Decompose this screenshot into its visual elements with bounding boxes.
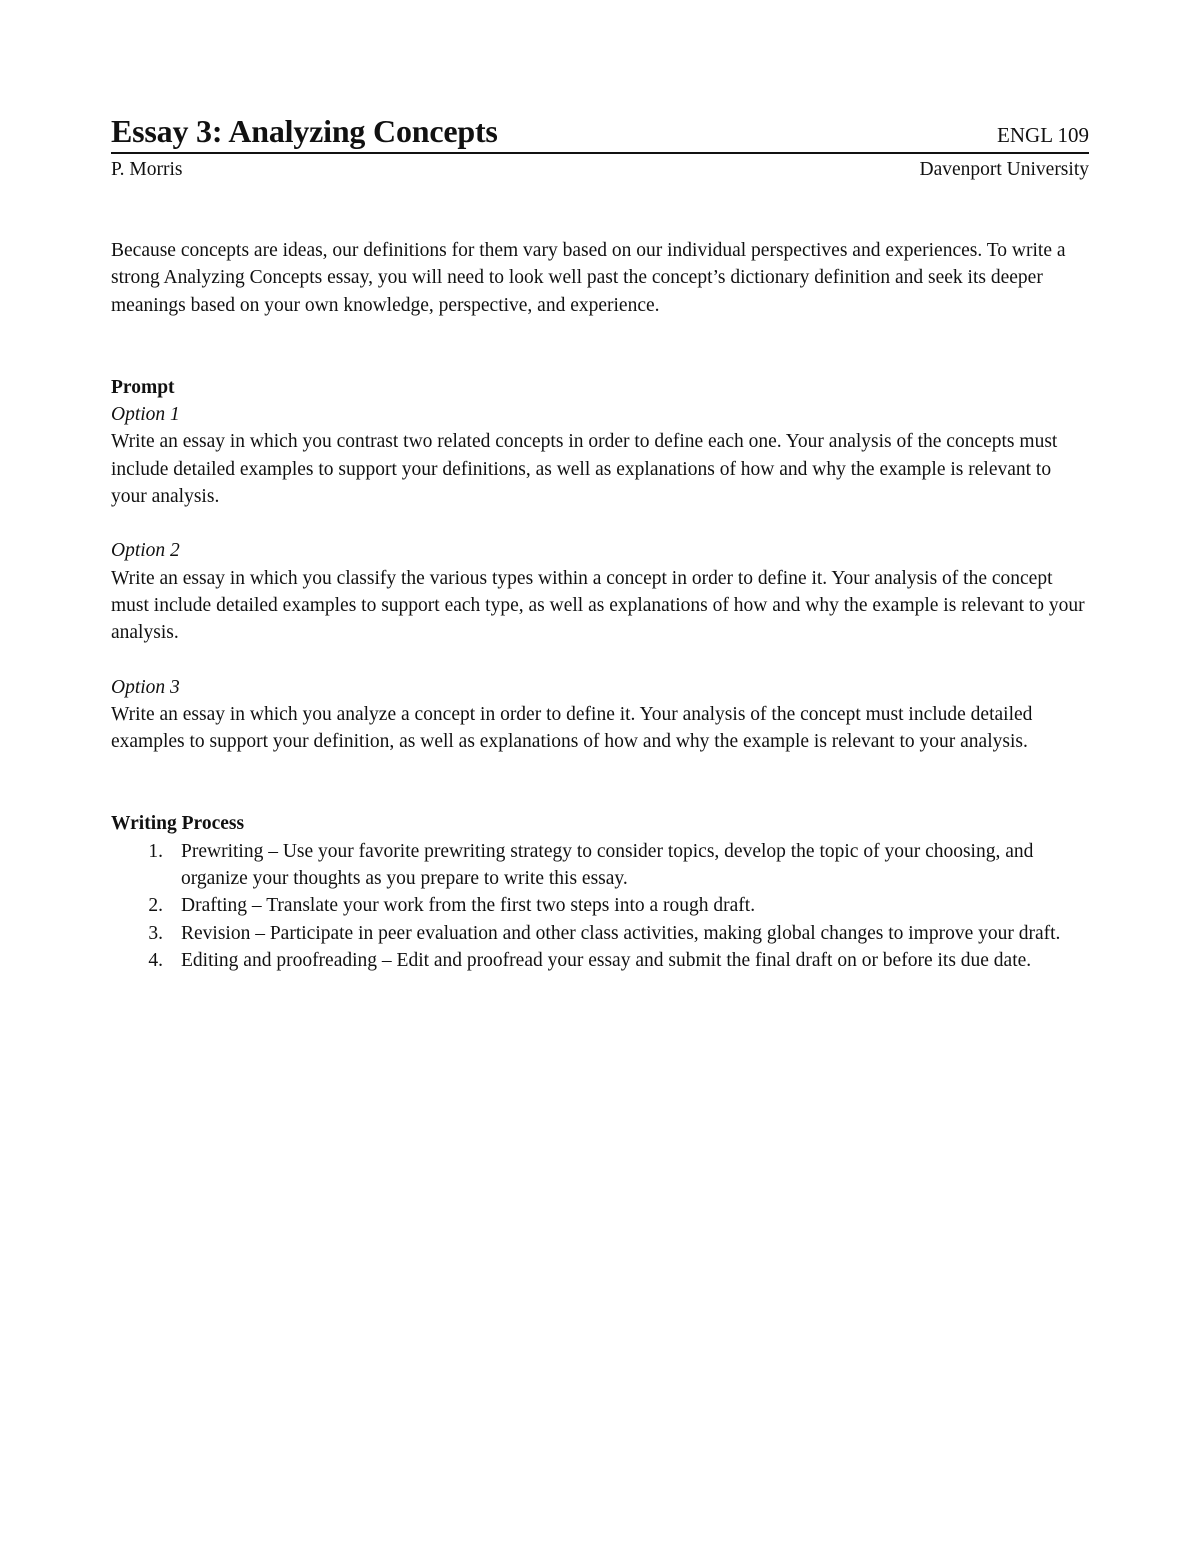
step-number: 1. xyxy=(148,840,163,862)
option-3 xyxy=(111,674,1089,756)
option-2 xyxy=(111,537,1089,646)
document-page xyxy=(111,112,1089,974)
prompt-section xyxy=(111,374,1089,756)
author-name: P. Morris xyxy=(111,159,183,180)
writing-process-section xyxy=(111,810,1089,974)
option-text: Write an essay in which you analyze a concept in order to define it. Your analysis of the concept must include detailed examples to support your definition, as well as explanations of how and why the example is relevant to your analysis. xyxy=(111,703,1033,753)
document-title: Essay 3: Analyzing Concepts xyxy=(111,113,498,149)
step-number: 2. xyxy=(148,895,163,917)
list-item xyxy=(111,892,1089,919)
option-label: Option 2 xyxy=(111,540,180,562)
prompt-heading: Prompt xyxy=(111,376,175,398)
process-steps-list xyxy=(111,838,1089,974)
course-code: ENGL 109 xyxy=(997,123,1089,147)
step-number: 4. xyxy=(148,949,163,971)
list-item xyxy=(111,838,1089,893)
option-text: Write an essay in which you contrast two related concepts in order to define each one. Your analysis of the concepts must include detailed examples to support your definitions, as well as explanations of how and why the example is relevant to your analysis. xyxy=(111,431,1058,508)
step-text: Drafting – Translate your work from the first two steps into a rough draft. xyxy=(181,895,756,917)
step-text: Prewriting – Use your favorite prewriting strategy to consider topics, develop the topic of your choosing, and organize your thoughts as you prepare to write this essay. xyxy=(181,840,1034,890)
step-text: Revision – Participate in peer evaluation and other class activities, making global changes to improve your draft. xyxy=(181,922,1061,944)
list-item xyxy=(111,947,1089,974)
option-text: Write an essay in which you classify the various types within a concept in order to define it. Your analysis of the concept must include detailed examples to support each type, as well as explanations of how and why the example is relevant to your analysis. xyxy=(111,567,1085,644)
option-1 xyxy=(111,401,1089,510)
step-text: Editing and proofreading – Edit and proofread your essay and submit the final draft on or before its due date. xyxy=(181,949,1032,971)
step-number: 3. xyxy=(148,922,163,944)
author-row xyxy=(111,156,1089,183)
option-label: Option 3 xyxy=(111,676,180,698)
institution-name: Davenport University xyxy=(919,159,1089,180)
writing-process-heading: Writing Process xyxy=(111,813,245,835)
intro-paragraph: Because concepts are ideas, our definitions for them vary based on our individual perspectives and experiences. To write a strong Analyzing Concepts essay, you will need to look well past the concept’s dictionary definition and seek its deeper meanings based on your own knowledge, perspective, and experience. xyxy=(111,240,1066,316)
list-item xyxy=(111,920,1089,947)
option-label: Option 1 xyxy=(111,404,180,426)
title-row xyxy=(111,112,1089,154)
